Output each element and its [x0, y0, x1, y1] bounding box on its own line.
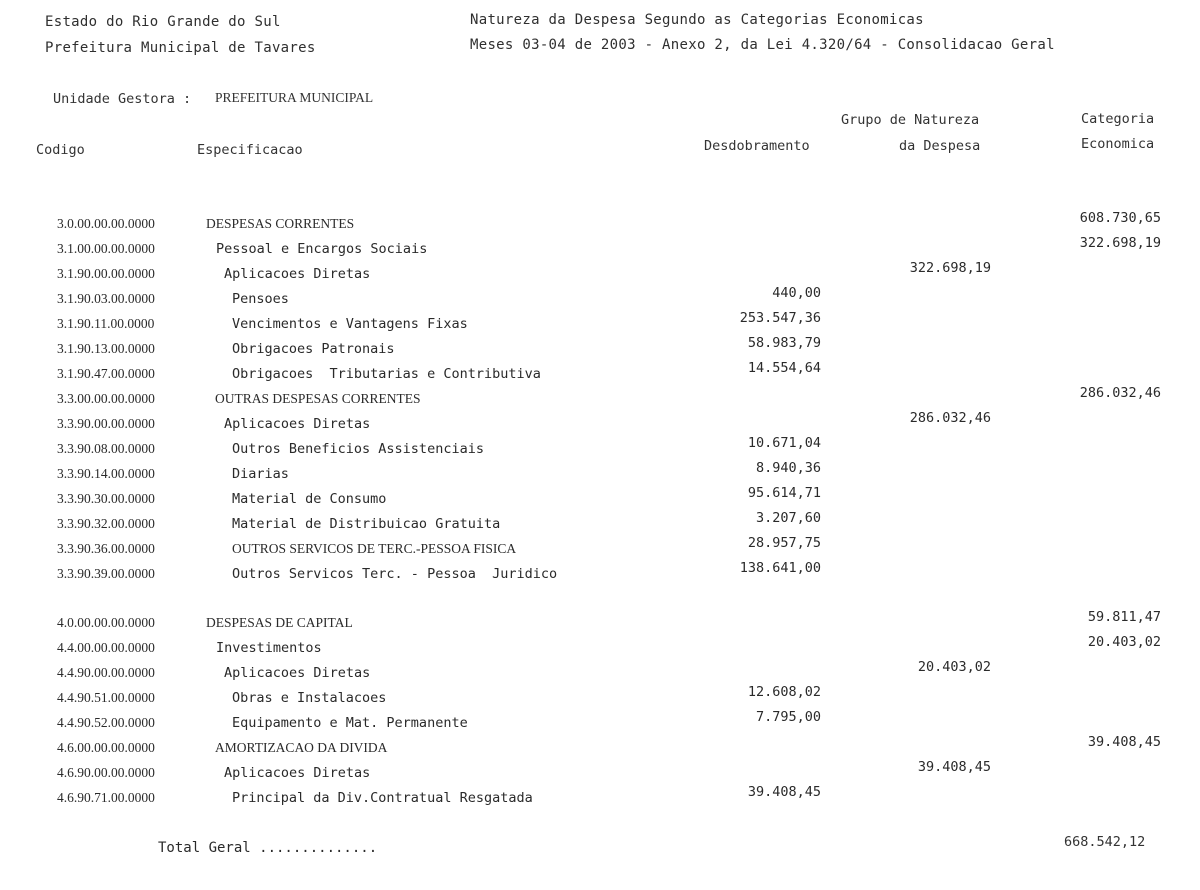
column-codigo: Codigo [36, 142, 85, 158]
row-desdobramento: 95.614,71 [747, 485, 821, 501]
row-codigo: 3.3.90.36.00.0000 [57, 541, 155, 556]
table-row [0, 759, 1200, 789]
row-grupo: 20.403,02 [917, 659, 991, 675]
table-row [0, 235, 1200, 265]
table-row [0, 485, 1200, 515]
row-especificacao: Aplicacoes Diretas [224, 266, 371, 282]
row-codigo: 4.4.90.51.00.0000 [57, 690, 155, 705]
row-codigo: 3.1.90.13.00.0000 [57, 341, 155, 356]
row-especificacao: OUTROS SERVICOS DE TERC.-PESSOA FISICA [232, 541, 517, 556]
row-codigo: 4.4.00.00.00.0000 [57, 640, 155, 655]
row-codigo: 4.0.00.00.00.0000 [57, 615, 155, 630]
row-desdobramento: 12.608,02 [747, 684, 821, 700]
table-row [0, 634, 1200, 664]
table-row [0, 285, 1200, 315]
row-especificacao: Material de Consumo [232, 491, 387, 507]
table-row [0, 335, 1200, 365]
row-categoria: 39.408,45 [1087, 734, 1161, 750]
report-title: Natureza da Despesa Segundo as Categorias Economicas [470, 12, 924, 28]
row-especificacao: Pensoes [232, 291, 289, 307]
column-especificacao: Especificacao [197, 142, 303, 158]
row-grupo: 322.698,19 [909, 260, 991, 276]
row-especificacao: DESPESAS CORRENTES [206, 216, 355, 231]
table-row [0, 784, 1200, 814]
row-especificacao: Material de Distribuicao Gratuita [232, 516, 501, 532]
row-desdobramento: 14.554,64 [747, 360, 821, 376]
row-desdobramento: 3.207,60 [755, 510, 821, 526]
row-especificacao: DESPESAS DE CAPITAL [206, 615, 353, 630]
table-row [0, 435, 1200, 465]
row-codigo: 3.3.90.08.00.0000 [57, 441, 155, 456]
row-codigo: 3.3.90.39.00.0000 [57, 566, 155, 581]
column-categoria-line1: Categoria [1081, 111, 1155, 127]
table-row [0, 385, 1200, 415]
row-codigo: 3.1.90.47.00.0000 [57, 366, 155, 381]
row-codigo: 4.6.90.71.00.0000 [57, 790, 155, 805]
row-desdobramento: 8.940,36 [755, 460, 821, 476]
row-grupo: 39.408,45 [917, 759, 991, 775]
column-categoria-line2: Economica [1081, 136, 1155, 152]
table-row [0, 734, 1200, 764]
row-codigo: 4.4.90.52.00.0000 [57, 715, 155, 730]
table-row [0, 659, 1200, 689]
row-especificacao: Diarias [232, 466, 289, 482]
row-codigo: 4.6.90.00.00.0000 [57, 765, 155, 780]
row-codigo: 4.4.90.00.00.0000 [57, 665, 155, 680]
table-row [0, 510, 1200, 540]
row-categoria: 59.811,47 [1087, 609, 1161, 625]
row-especificacao: Equipamento e Mat. Permanente [232, 715, 468, 731]
row-desdobramento: 7.795,00 [755, 709, 821, 725]
row-codigo: 3.3.90.30.00.0000 [57, 491, 155, 506]
row-codigo: 4.6.00.00.00.0000 [57, 740, 155, 755]
row-categoria: 322.698,19 [1079, 235, 1161, 251]
row-especificacao: Outros Beneficios Assistenciais [232, 441, 484, 457]
row-especificacao: Vencimentos e Vantagens Fixas [232, 316, 468, 332]
column-grupo-line2: da Despesa [899, 138, 981, 154]
unidade-gestora-value: PREFEITURA MUNICIPAL [215, 90, 374, 105]
row-especificacao: Principal da Div.Contratual Resgatada [232, 790, 533, 806]
row-codigo: 3.1.90.11.00.0000 [57, 316, 155, 331]
row-especificacao: Pessoal e Encargos Sociais [216, 241, 428, 257]
row-codigo: 3.1.00.00.00.0000 [57, 241, 155, 256]
row-desdobramento: 253.547,36 [739, 310, 821, 326]
table-row [0, 260, 1200, 290]
row-codigo: 3.3.90.00.00.0000 [57, 416, 155, 431]
row-categoria: 286.032,46 [1079, 385, 1161, 401]
row-desdobramento: 28.957,75 [747, 535, 821, 551]
row-especificacao: Obras e Instalacoes [232, 690, 387, 706]
row-codigo: 3.1.90.00.00.0000 [57, 266, 155, 281]
row-desdobramento: 10.671,04 [747, 435, 821, 451]
row-desdobramento: 39.408,45 [747, 784, 821, 800]
unidade-gestora-label: Unidade Gestora : [53, 91, 192, 107]
row-especificacao: Obrigacoes Patronais [232, 341, 395, 357]
row-desdobramento: 58.983,79 [747, 335, 821, 351]
row-especificacao: AMORTIZACAO DA DIVIDA [215, 740, 388, 755]
row-codigo: 3.3.90.32.00.0000 [57, 516, 155, 531]
row-especificacao: Investimentos [216, 640, 322, 656]
row-especificacao: OUTRAS DESPESAS CORRENTES [215, 391, 421, 406]
row-codigo: 3.1.90.03.00.0000 [57, 291, 155, 306]
table-row [0, 410, 1200, 440]
report-subtitle: Meses 03-04 de 2003 - Anexo 2, da Lei 4.320/64 - Consolidacao Geral [470, 37, 1055, 53]
row-especificacao: Outros Servicos Terc. - Pessoa Juridico [232, 566, 558, 582]
column-grupo-line1: Grupo de Natureza [841, 112, 980, 128]
row-desdobramento: 440,00 [772, 285, 821, 301]
table-row [0, 684, 1200, 714]
total-value: 668.542,12 [1064, 834, 1146, 850]
state-name: Estado do Rio Grande do Sul [45, 14, 281, 30]
table-row [0, 535, 1200, 565]
row-grupo: 286.032,46 [909, 410, 991, 426]
row-codigo: 3.3.00.00.00.0000 [57, 391, 155, 406]
row-codigo: 3.3.90.14.00.0000 [57, 466, 155, 481]
row-desdobramento: 138.641,00 [739, 560, 821, 576]
row-categoria: 20.403,02 [1087, 634, 1161, 650]
municipality-name: Prefeitura Municipal de Tavares [45, 40, 316, 56]
row-categoria: 608.730,65 [1079, 210, 1161, 226]
column-desdobramento: Desdobramento [704, 138, 810, 154]
row-especificacao: Aplicacoes Diretas [224, 665, 371, 681]
row-especificacao: Obrigacoes Tributarias e Contributiva [232, 366, 541, 382]
total-label: Total Geral .............. [158, 840, 378, 856]
table-row [0, 460, 1200, 490]
table-row [0, 310, 1200, 340]
table-row [0, 560, 1200, 590]
row-codigo: 3.0.00.00.00.0000 [57, 216, 155, 231]
row-especificacao: Aplicacoes Diretas [224, 765, 371, 781]
row-especificacao: Aplicacoes Diretas [224, 416, 371, 432]
